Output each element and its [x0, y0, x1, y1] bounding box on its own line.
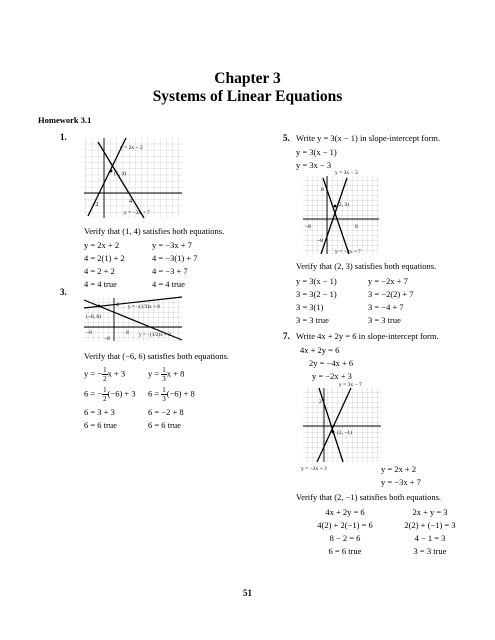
- line-1-label: y = 2x + 2: [120, 145, 143, 151]
- x-neg-tick-label: −8: [86, 330, 92, 336]
- work-line: 2y = −4x + 6: [309, 358, 354, 368]
- work-line: y = 2x + 2: [84, 240, 120, 250]
- x-tick-label: 8: [126, 330, 129, 336]
- work-line: 4 = −3 + 7: [152, 266, 188, 276]
- left-work: [296, 275, 337, 327]
- y-tick-label: 8: [321, 187, 324, 193]
- work-line: 3 = −4 + 7: [368, 302, 404, 312]
- work-line: 4x + 2y = 6: [300, 345, 340, 355]
- work-line: y = −2x + 3: [312, 371, 352, 381]
- work-line: 3 = 3 true: [413, 546, 447, 556]
- work-line: 4 = 2(1) + 2: [84, 253, 125, 263]
- problem-5-graph: [303, 170, 381, 256]
- problem-number: 5.: [283, 133, 290, 143]
- right-work: [148, 366, 195, 432]
- eq-text: y = −: [84, 368, 103, 379]
- work-line: 6 = 6 true: [84, 420, 117, 430]
- work-line: 6 = −2 + 8: [148, 407, 184, 417]
- eq-text: 6 =: [148, 388, 162, 399]
- work-line: 3 = 3 true: [368, 315, 401, 325]
- work-line: [84, 386, 136, 406]
- line-2-label: y = −3x + 7: [124, 210, 150, 216]
- intersection-point: [98, 305, 101, 308]
- work-line: 4 − 1 = 3: [414, 533, 446, 543]
- frac-den: 3: [162, 395, 166, 403]
- left-work: [84, 366, 136, 432]
- work-line: 3 = 3(2 − 1): [296, 289, 337, 299]
- work-line: y = 2x + 2: [381, 464, 417, 474]
- work-line: 4(2) + 2(−1) = 6: [317, 520, 373, 530]
- work-line: 4 = 4 true: [84, 279, 117, 289]
- line-1-label: y = −(1/3)x + 8: [128, 304, 160, 310]
- line-1-label: y = 3x − 3: [335, 170, 358, 176]
- x-tick-label: 4: [129, 199, 132, 205]
- right-work: [368, 275, 414, 327]
- work-line: y = 3(x − 1): [296, 147, 337, 157]
- steps: [296, 146, 337, 172]
- intersection-point: [334, 205, 337, 208]
- eq-text: 6 = −: [84, 388, 103, 399]
- y-tick-label: 4: [116, 302, 119, 308]
- problem-7-graph: [301, 382, 383, 472]
- work-line: 8 − 2 = 6: [329, 533, 361, 543]
- frac-num: 1: [162, 386, 166, 394]
- verify-text: Verify that (−6, 6) satisfies both equations.: [84, 351, 230, 361]
- point-label: (−6, 6): [86, 314, 102, 320]
- point-label: (2, 3): [337, 202, 349, 208]
- problem-number: 3.: [60, 287, 67, 297]
- right-work: [152, 239, 198, 291]
- point-label: (1, 4): [114, 171, 126, 177]
- eq-text: x + 3: [107, 368, 126, 379]
- verify-text: Verify that (2, −1) satisfies both equations.: [296, 492, 442, 502]
- frac-den: 2: [103, 375, 107, 383]
- work-line: [84, 366, 136, 386]
- work-line: y = −2x + 7: [368, 276, 408, 286]
- frac-den: 3: [162, 375, 166, 383]
- line-2-label: y = −(1/2)x + 3: [139, 332, 171, 338]
- page-number: 51: [243, 588, 252, 598]
- intersection-point: [110, 170, 113, 173]
- work-line: y = 3x − 3: [296, 160, 332, 170]
- y-neg-tick-label: −8: [317, 238, 323, 244]
- x-neg-tick-label: −8: [305, 224, 311, 230]
- work-line: 4 = 2 + 2: [84, 266, 115, 276]
- eq-text: (−6) + 8: [166, 388, 195, 399]
- point-label: (2, −1): [337, 430, 353, 436]
- verify-text: Verify that (1, 4) satisfies both equations.: [84, 226, 225, 236]
- problem-number: 1.: [60, 132, 67, 142]
- frac-den: 2: [103, 395, 107, 403]
- x-tick-label: 8: [355, 224, 358, 230]
- eq-text: x + 8: [166, 368, 185, 379]
- problem-3-graph: [84, 298, 184, 343]
- frac-num: 1: [162, 366, 166, 374]
- frac-num: 1: [103, 366, 107, 374]
- y-tick-label: −2: [92, 202, 99, 208]
- problem-number: 7.: [283, 331, 290, 341]
- work-line: 6 = 6 true: [328, 546, 362, 556]
- eq-text: y =: [148, 368, 162, 379]
- work-line: y = −3x + 7: [381, 477, 421, 487]
- left-work: [300, 506, 390, 558]
- y-neg-tick-label: −8: [104, 336, 110, 342]
- chapter-title: Systems of Linear Equations: [152, 88, 343, 105]
- work-line: 4x + 2y = 6: [325, 507, 365, 517]
- line-2-label: y = −2x + 3: [301, 466, 327, 472]
- line-2-label: y = −2x + 7: [335, 249, 361, 255]
- problem-1-graph: [84, 138, 184, 220]
- verify-text: Verify that (2, 3) satisfies both equations.: [296, 261, 437, 271]
- graph-grid: [303, 388, 381, 462]
- work-line: [148, 386, 195, 406]
- problem-statement: Write 4x + 2y = 6 in slope-intercept form.: [296, 331, 439, 341]
- y-tick-label: 2: [319, 399, 322, 405]
- work-line: 4 = 4 true: [152, 279, 185, 289]
- work-line: 6 = 3 + 3: [84, 407, 115, 417]
- graph-grid: [303, 176, 379, 254]
- homework-heading: Homework 3.1: [38, 115, 92, 125]
- work-line: [148, 366, 195, 386]
- work-line: 3 = 3(1): [296, 302, 324, 312]
- work-line: 2(2) + (−1) = 3: [404, 520, 456, 530]
- work-line: 3 = 3 true: [296, 315, 329, 325]
- work-line: 6 = 6 true: [148, 420, 181, 430]
- side-equations: [381, 463, 421, 489]
- work-line: 2x + y = 3: [412, 507, 448, 517]
- intersection-point: [332, 431, 335, 434]
- frac-num: 1: [103, 386, 107, 394]
- problem-statement: Write y = 3(x − 1) in slope-intercept form.: [296, 133, 441, 143]
- left-work: [84, 239, 125, 291]
- chapter-heading: Chapter 3: [214, 70, 281, 87]
- eq-text: (−6) + 3: [107, 388, 136, 399]
- work-line: 4 = −3(1) + 7: [152, 253, 198, 263]
- right-work: [390, 506, 470, 558]
- steps: [300, 344, 353, 383]
- work-line: y = 3(x − 1): [296, 276, 337, 286]
- work-line: y = −3x + 7: [152, 240, 192, 250]
- line-1-label: y = 3x − 7: [339, 382, 362, 388]
- work-line: 3 = −2(2) + 7: [368, 289, 414, 299]
